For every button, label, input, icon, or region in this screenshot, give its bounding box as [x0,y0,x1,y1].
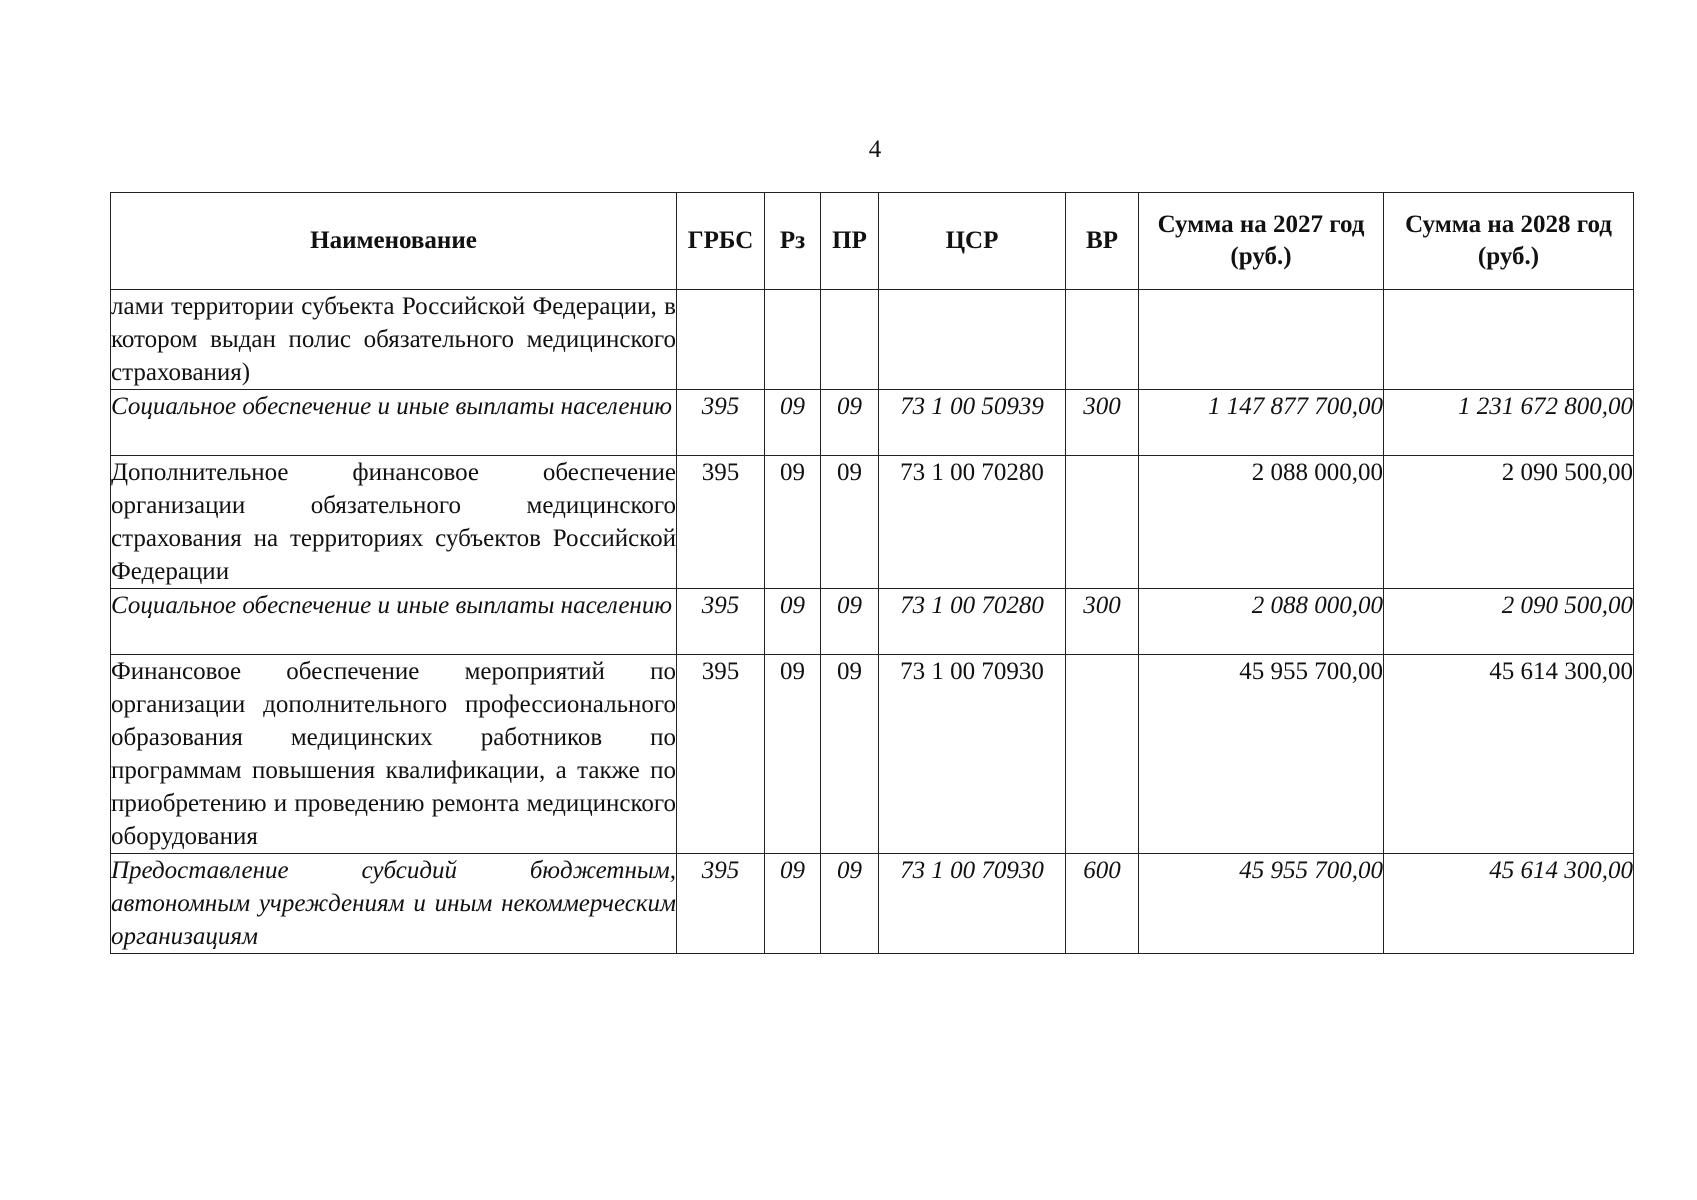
cell-rz: 09 [765,456,821,589]
budget-table [110,192,1634,954]
cell-rz: 09 [765,390,821,456]
cell-grbs: 395 [677,390,765,456]
table-header-row [111,193,1634,290]
cell-vr [1066,456,1139,589]
cell-rz [765,290,821,390]
cell-csr: 73 1 00 70280 [879,589,1066,655]
cell-sum-2028: 45 614 300,00 [1384,655,1634,854]
cell-name: Социальное обеспечение и иные выплаты населению [111,589,677,655]
cell-csr: 73 1 00 70930 [879,655,1066,854]
cell-sum-2028: 2 090 500,00 [1384,456,1634,589]
cell-sum-2028: 45 614 300,00 [1384,854,1634,954]
header-name: Наименование [111,193,677,290]
cell-sum-2028 [1384,290,1634,390]
cell-vr [1066,655,1139,854]
cell-sum-2027: 45 955 700,00 [1139,655,1384,854]
table-row [111,456,1634,589]
cell-sum-2027: 1 147 877 700,00 [1139,390,1384,456]
cell-vr: 300 [1066,390,1139,456]
cell-rz: 09 [765,589,821,655]
header-sum-2028: Сумма на 2028 год (руб.) [1384,193,1634,290]
cell-grbs: 395 [677,854,765,954]
cell-grbs: 395 [677,655,765,854]
cell-name: Социальное обеспечение и иные выплаты населению [111,390,677,456]
cell-sum-2028: 2 090 500,00 [1384,589,1634,655]
header-rz: Рз [765,193,821,290]
cell-pr: 09 [821,589,879,655]
table-row [111,290,1634,390]
cell-name: Дополнительное финансовое обеспечение организации обязательного медицинского страхования на территориях субъектов Российской Федерации [111,456,677,589]
cell-rz: 09 [765,854,821,954]
cell-csr [879,290,1066,390]
cell-grbs: 395 [677,589,765,655]
cell-csr: 73 1 00 70280 [879,456,1066,589]
cell-grbs [677,290,765,390]
header-grbs: ГРБС [677,193,765,290]
cell-rz: 09 [765,655,821,854]
cell-vr [1066,290,1139,390]
cell-vr: 300 [1066,589,1139,655]
cell-pr: 09 [821,655,879,854]
header-vr: ВР [1066,193,1139,290]
cell-grbs: 395 [677,456,765,589]
cell-name: Финансовое обеспечение мероприятий по организации дополнительного профессионального образования медицинских работников по программам повышения квалификации, а также по приобретению и проведению ремонта медицинского оборудования [111,655,677,854]
table-row [111,854,1634,954]
cell-sum-2027: 2 088 000,00 [1139,456,1384,589]
header-csr: ЦСР [879,193,1066,290]
cell-name: лами территории субъекта Российской Федерации, в котором выдан полис обязательного медицинского страхования) [111,290,677,390]
header-pr: ПР [821,193,879,290]
cell-pr: 09 [821,854,879,954]
cell-pr [821,290,879,390]
cell-csr: 73 1 00 70930 [879,854,1066,954]
cell-pr: 09 [821,456,879,589]
cell-sum-2027: 2 088 000,00 [1139,589,1384,655]
table-row [111,390,1634,456]
cell-csr: 73 1 00 50939 [879,390,1066,456]
cell-sum-2028: 1 231 672 800,00 [1384,390,1634,456]
cell-sum-2027 [1139,290,1384,390]
header-sum-2027: Сумма на 2027 год (руб.) [1139,193,1384,290]
cell-name: Предоставление субсидий бюджетным, автономным учреждениям и иным некоммерческим организациям [111,854,677,954]
cell-pr: 09 [821,390,879,456]
page-number: 4 [868,136,882,163]
table-row [111,655,1634,854]
cell-sum-2027: 45 955 700,00 [1139,854,1384,954]
cell-vr: 600 [1066,854,1139,954]
table-row [111,589,1634,655]
